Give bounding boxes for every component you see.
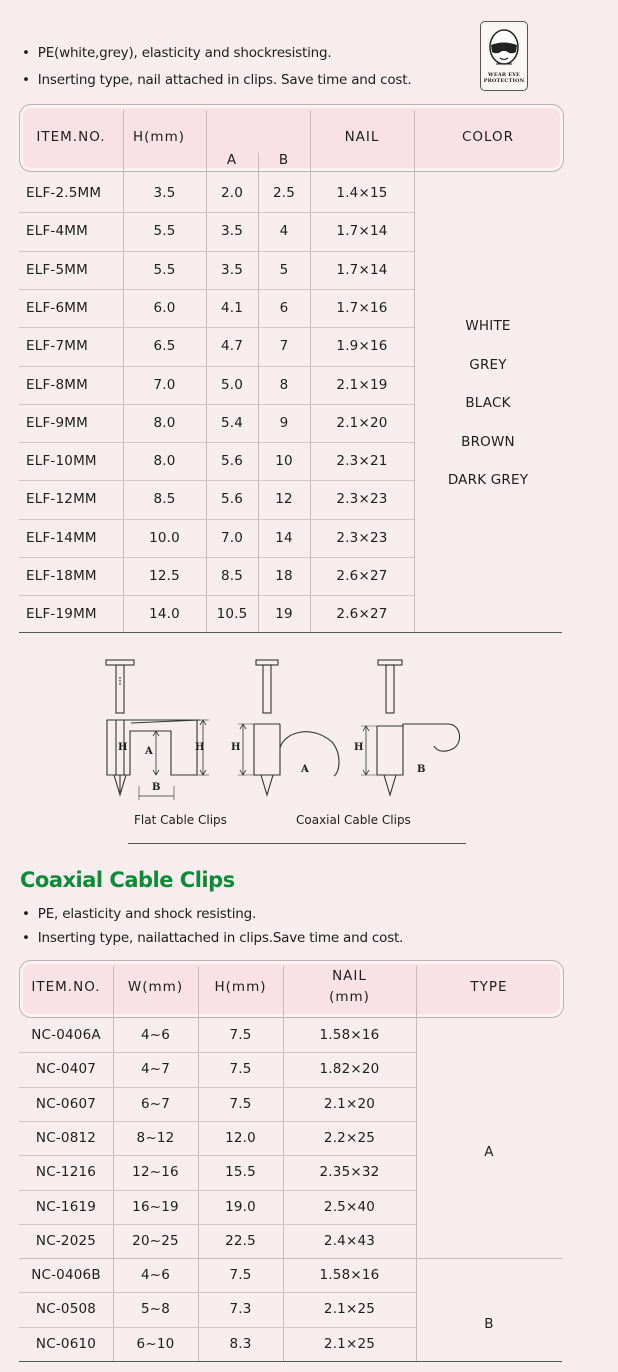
item-no-cell: NC-0610 <box>35 1335 97 1352</box>
color-option: WHITE <box>465 318 511 334</box>
color-option: GREY <box>469 356 507 373</box>
nail-cell: 1.9×16 <box>336 338 388 355</box>
feature-bullet: • PE(white,grey), elasticity and shockresisting. <box>22 45 332 61</box>
item-no-cell: ELF-14MM <box>26 529 97 546</box>
height-cell: 8.0 <box>153 414 176 431</box>
height-cell: 8.0 <box>153 453 176 470</box>
width-cell: 4~6 <box>140 1267 171 1284</box>
item-no-cell: NC-0508 <box>35 1301 97 1318</box>
sign-caption: WEAR EYE PROTECTION <box>483 72 525 84</box>
header-nail: NAIL <box>332 968 367 984</box>
nail-cell: 2.35×32 <box>319 1164 380 1181</box>
header-nail-unit: (mm) <box>329 989 370 1005</box>
width-cell: 6~7 <box>140 1095 171 1112</box>
height-cell: 14.0 <box>149 606 180 623</box>
item-no-cell: ELF-8MM <box>26 376 88 393</box>
width-cell: 5~8 <box>140 1301 171 1318</box>
header-a: A <box>226 152 238 168</box>
a-cell: 5.4 <box>220 414 244 431</box>
feature-bullet: • Inserting type, nailattached in clips.Save time and cost. <box>22 930 404 946</box>
nail-cell: 1.4×15 <box>336 185 388 201</box>
b-cell: 14 <box>275 529 293 546</box>
item-no-cell: ELF-7MM <box>26 338 88 355</box>
nail-cell: 2.6×27 <box>336 568 388 584</box>
b-cell: 4 <box>279 223 289 240</box>
height-cell: 22.5 <box>225 1232 256 1249</box>
nail-cell: 1.58×16 <box>319 1027 380 1043</box>
height-cell: 6.0 <box>153 299 176 316</box>
feature-bullet: • PE, elasticity and shock resisting. <box>22 906 257 922</box>
caption-flat-cable-clips: Flat Cable Clips <box>134 813 227 827</box>
height-cell: 6.5 <box>153 338 176 355</box>
item-no-cell: ELF-19MM <box>26 606 97 623</box>
header-type: TYPE <box>470 979 508 995</box>
nail-cell: 2.1×20 <box>336 414 388 431</box>
item-no-cell: ELF-4MM <box>26 223 88 240</box>
dim-label-a: A <box>145 746 153 757</box>
height-cell: 7.5 <box>229 1267 252 1284</box>
item-no-cell: NC-0406A <box>31 1027 101 1043</box>
height-cell: 7.5 <box>229 1027 252 1043</box>
dim-label-h: H <box>354 742 364 753</box>
header-height: H(mm) <box>214 979 267 995</box>
type-a-cell: A <box>484 1144 494 1160</box>
color-option: BROWN <box>461 433 515 450</box>
width-cell: 16~19 <box>132 1198 179 1215</box>
dim-label-h: H <box>118 742 128 753</box>
nail-cell: 1.7×14 <box>336 223 388 240</box>
a-cell: 3.5 <box>220 223 244 240</box>
height-cell: 8.3 <box>229 1335 252 1352</box>
a-cell: 5.0 <box>220 376 244 393</box>
b-cell: 5 <box>279 261 289 278</box>
color-option: BLACK <box>465 395 511 411</box>
caption-coaxial-cable-clips: Coaxial Cable Clips <box>296 813 411 827</box>
section-title-coaxial: Coaxial Cable Clips <box>20 868 235 892</box>
height-cell: 8.5 <box>153 491 176 508</box>
item-no-cell: ELF-9MM <box>26 414 88 431</box>
wear-eye-protection-sign <box>480 21 528 91</box>
height-cell: 19.0 <box>225 1198 256 1215</box>
height-cell: 15.5 <box>225 1164 256 1181</box>
header-nail: NAIL <box>344 129 380 145</box>
a-cell: 3.5 <box>220 261 244 278</box>
a-cell: 4.1 <box>220 299 244 316</box>
height-cell: 7.3 <box>229 1301 252 1318</box>
dim-label-h: H <box>195 742 205 753</box>
nail-cell: 2.2×25 <box>323 1129 376 1146</box>
flat-clip-features <box>22 40 411 94</box>
item-no-cell: NC-0812 <box>35 1129 97 1146</box>
item-no-cell: NC-1619 <box>35 1198 97 1215</box>
b-cell: 18 <box>275 568 293 584</box>
height-cell: 3.5 <box>153 185 176 201</box>
item-no-cell: ELF-2.5MM <box>26 185 102 201</box>
nail-cell: 2.1×20 <box>323 1095 376 1112</box>
type-b-cell: B <box>484 1316 494 1332</box>
width-cell: 6~10 <box>136 1335 175 1352</box>
item-no-cell: ELF-5MM <box>26 261 88 278</box>
header-height: H(mm) <box>133 129 185 145</box>
height-cell: 12.5 <box>149 568 180 584</box>
width-cell: 20~25 <box>132 1232 179 1249</box>
dim-label-a: A <box>301 764 309 775</box>
width-cell: 4~6 <box>140 1027 171 1043</box>
b-cell: 7 <box>279 338 289 355</box>
color-option: DARK GREY <box>447 472 529 488</box>
width-cell: 4~7 <box>140 1061 171 1078</box>
header-width: W(mm) <box>127 979 184 995</box>
nail-cell: 2.3×23 <box>336 491 388 508</box>
height-cell: 5.5 <box>153 223 176 240</box>
dim-label-h: H <box>231 742 241 753</box>
nail-cell: 2.5×40 <box>323 1198 376 1215</box>
item-no-cell: ELF-10MM <box>26 453 97 470</box>
header-b: B <box>278 152 290 168</box>
item-no-cell: ELF-18MM <box>26 568 97 584</box>
b-cell: 19 <box>275 606 293 623</box>
height-cell: 7.5 <box>229 1061 252 1078</box>
nail-cell: 1.7×16 <box>336 299 388 316</box>
b-cell: 8 <box>279 376 289 393</box>
clip-diagram <box>90 658 490 852</box>
a-cell: 5.6 <box>220 491 244 508</box>
nail-cell: 1.58×16 <box>319 1267 380 1284</box>
a-cell: 2.0 <box>220 185 244 201</box>
item-no-cell: NC-0406B <box>31 1267 101 1284</box>
width-cell: 8~12 <box>136 1129 175 1146</box>
nail-cell: 2.1×25 <box>323 1301 376 1318</box>
a-cell: 10.5 <box>216 606 248 623</box>
nail-cell: 1.7×14 <box>336 261 388 278</box>
a-cell: 7.0 <box>220 529 244 546</box>
goggles-face-icon <box>487 28 521 70</box>
item-no-cell: NC-0607 <box>35 1095 97 1112</box>
header-item-no: ITEM.NO. <box>36 129 106 145</box>
b-cell: 12 <box>275 491 293 508</box>
b-cell: 9 <box>279 414 289 431</box>
width-cell: 12~16 <box>132 1164 179 1181</box>
nail-cell: 2.3×21 <box>336 453 388 470</box>
nail-cell: 2.6×27 <box>336 606 388 623</box>
b-cell: 2.5 <box>272 185 296 201</box>
b-cell: 10 <box>275 453 293 470</box>
nail-cell: 2.1×19 <box>336 376 388 393</box>
nail-cell: 2.3×23 <box>336 529 388 546</box>
nail-cell: 2.4×43 <box>323 1232 376 1249</box>
height-cell: 7.0 <box>153 376 176 393</box>
header-color: COLOR <box>461 129 515 145</box>
a-cell: 4.7 <box>220 338 244 355</box>
a-cell: 5.6 <box>220 453 244 470</box>
nail-cell: 1.82×20 <box>319 1061 380 1078</box>
height-cell: 7.5 <box>229 1095 252 1112</box>
item-no-cell: ELF-6MM <box>26 299 88 316</box>
height-cell: 12.0 <box>225 1129 256 1146</box>
height-cell: 5.5 <box>153 261 176 278</box>
item-no-cell: ELF-12MM <box>26 491 97 508</box>
a-cell: 8.5 <box>220 568 244 584</box>
b-cell: 6 <box>279 299 289 316</box>
dim-label-b: B <box>152 782 161 793</box>
item-no-cell: NC-2025 <box>35 1232 97 1249</box>
item-no-cell: NC-0407 <box>35 1061 97 1078</box>
nail-cell: 2.1×25 <box>323 1335 376 1352</box>
item-no-cell: NC-1216 <box>35 1164 97 1181</box>
dim-label-b: B <box>417 764 426 775</box>
coaxial-clip-features <box>22 902 403 950</box>
height-cell: 10.0 <box>149 529 180 546</box>
header-item-no: ITEM.NO. <box>31 979 101 995</box>
feature-bullet: • Inserting type, nail attached in clips. Save time and cost. <box>22 72 412 88</box>
